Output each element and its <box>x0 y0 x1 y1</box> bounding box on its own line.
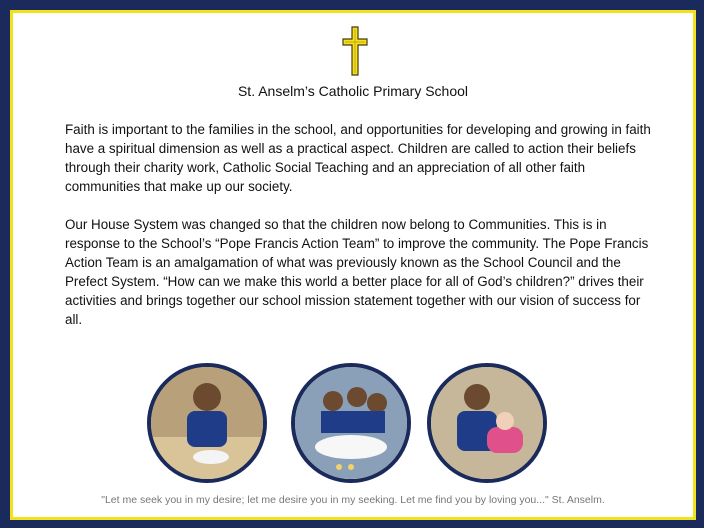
photo-children-bath <box>291 363 411 483</box>
paragraph-house-system: Our House System was changed so that the children now belong to Communities. This is in response to the School’s “Pope Francis Action Team” to improve the community. The Pope Francis Action Team is an amalgamation of what was previously known as the School Council and the Prefect System. “How can we make this world a better place for all of God’s children?” drives their activities and brings together our school mission statement together with our vision of success for all. <box>65 217 649 327</box>
photo-child-doll <box>427 363 547 483</box>
photo-child-plate <box>147 363 267 483</box>
body-text <box>65 120 655 348</box>
page-frame <box>10 10 696 520</box>
paragraph-faith: Faith is important to the families in the school, and opportunities for developing and growing in faith have a spiritual dimension as well as a practical aspect. Children are called to action their beliefs through their charity work, Catholic Social Teaching and an appreciation of all other faith communities that make up our society. <box>65 122 651 194</box>
st-anselm-quote: "Let me seek you in my desire; let me desire you in my seeking. Let me find you by loving you..." St. Anselm. <box>101 494 605 506</box>
cross-icon <box>341 25 369 77</box>
photo-row <box>13 359 693 487</box>
school-name: St. Anselm’s Catholic Primary School <box>237 83 469 99</box>
